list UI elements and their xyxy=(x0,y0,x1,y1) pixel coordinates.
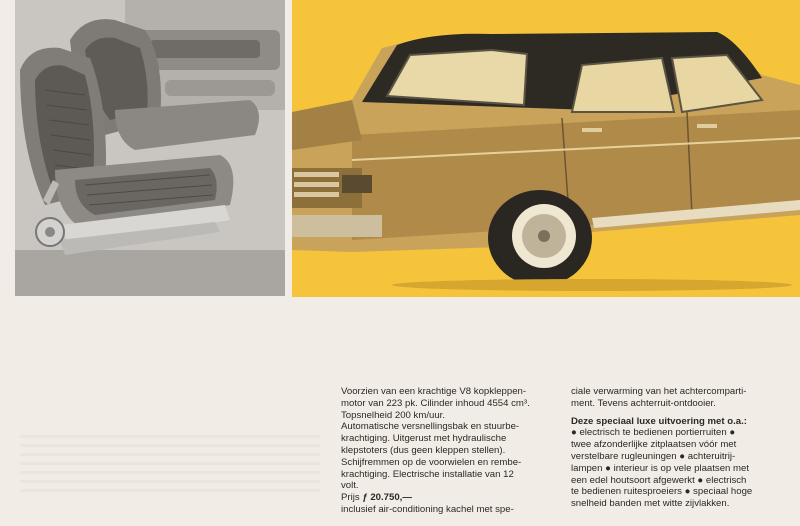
paragraph-line: Topsnelheid 200 km/uur. xyxy=(341,409,445,421)
text-column-right xyxy=(571,386,793,510)
paragraph-line: volt. xyxy=(341,480,359,492)
paragraph-line: klepstoters (dus geen kleppen stellen). xyxy=(341,444,506,456)
feature-line: ● electrisch te bedienen portierruiten ● xyxy=(571,427,736,439)
paragraph-line: motor van 223 pk. Cilinder inhoud 4554 cm³. xyxy=(341,397,530,409)
sedan-car-photo xyxy=(292,0,800,297)
paragraph-line: Schijfremmen op de voorwielen en rembe- xyxy=(341,456,522,468)
paragraph-line: krachtiging. Uitgerust met hydraulische xyxy=(341,433,507,445)
car-seats-photo xyxy=(15,0,285,296)
feature-line: lampen ● interieur is op vele plaatsen met xyxy=(571,462,750,474)
feature-line: te bedienen ruitesproeiers ● speciaal hoge xyxy=(571,486,753,498)
paragraph-line: Automatische versnellingsbak en stuurbe- xyxy=(341,421,520,433)
price-value: ƒ 20.750,— xyxy=(362,492,412,504)
paragraph-line: krachtiging. Electrische installatie van 12 xyxy=(341,468,514,480)
price-line xyxy=(341,492,561,504)
feature-line: verstelbare rugleuningen ● achteruitrij- xyxy=(571,450,736,462)
text-column-left xyxy=(341,386,561,516)
feature-line: snelheid banden met witte zijvlakken. xyxy=(571,498,730,510)
features-heading: Deze speciaal luxe uitvoering met o.a.: xyxy=(571,415,747,427)
paragraph-line: Voorzien van een krachtige V8 kopkleppen- xyxy=(341,386,527,397)
paragraph-line: ment. Tevens achterruit-ontdooier. xyxy=(571,397,716,409)
feature-line: een edel houtsoort afgewerkt ● electrisch xyxy=(571,474,747,486)
paragraph-line: ciale verwarming van het achtercomparti- xyxy=(571,386,747,397)
price-label: Prijs xyxy=(341,492,360,504)
feature-line: twee afzonderlijke zitplaatsen vóór met xyxy=(571,439,737,451)
paragraph-line: inclusief air-conditioning kachel met spe- xyxy=(341,503,514,515)
show-through-text xyxy=(20,435,320,495)
